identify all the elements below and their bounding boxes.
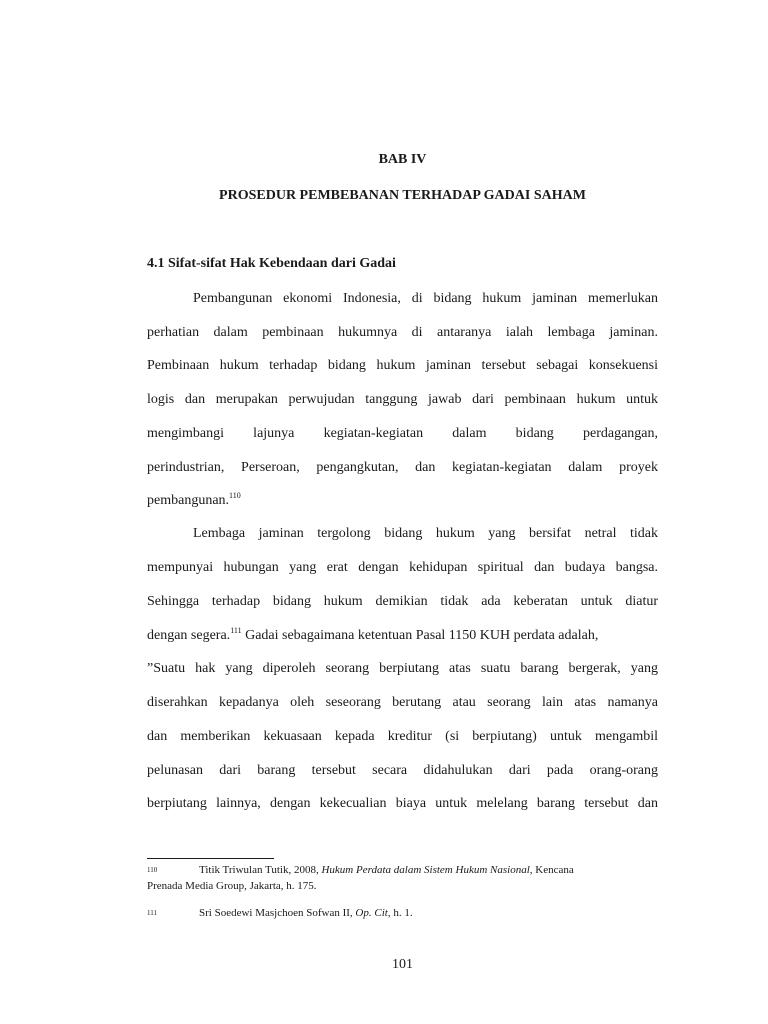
paragraph-line: berpiutang lainnya, dengan kekecualian biaya untuk melelang barang tersebut dan [147,796,658,811]
paragraph-line: ”Suatu hak yang diperoleh seorang berpiutang atas suatu barang bergerak, yang [147,661,658,676]
paragraph-line: pelunasan dari barang tersebut secara didahulukan dari pada orang-orang [147,763,658,778]
footnote-text-part: , Kencana [529,864,574,876]
paragraph-text: dengan segera. [147,628,231,643]
footnote-text-part: , h. 1. [387,907,413,919]
footnote-continuation: Prenada Media Group, Jakarta, h. 175. [147,880,317,892]
footnote-text [199,905,413,921]
footnote-separator [147,858,274,859]
paragraph-line: Sehingga terhadap bidang hukum demikian tidak ada keberatan untuk diatur [147,594,658,609]
paragraph-line: mempunyai hubungan yang erat dengan kehidupan spiritual dan budaya bangsa. [147,560,658,575]
paragraph-text: pembangunan. [147,493,230,508]
chapter-subtitle: PROSEDUR PEMBEBANAN TERHADAP GADAI SAHAM [219,188,586,203]
paragraph-line: Pembangunan ekonomi Indonesia, di bidang hukum jaminan memerlukan [193,291,658,306]
footnote-ref: 111 [230,626,242,635]
footnote-text-part: Sri Soedewi Masjchoen Sofwan II, [199,907,356,919]
paragraph-line: perhatian dalam pembinaan hukumnya di antaranya ialah lembaga jaminan. [147,325,658,340]
page-number: 101 [392,957,413,972]
paragraph-line: perindustrian, Perseroan, pengangkutan, dan kegiatan-kegiatan dalam proyek [147,460,658,475]
footnote-text-part: Titik Triwulan Tutik, 2008, [199,864,322,876]
section-heading: 4.1 Sifat-sifat Hak Kebendaan dari Gadai [147,256,396,271]
footnote-title: Hukum Perdata dalam Sistem Hukum Nasional [321,864,530,876]
chapter-title: BAB IV [378,152,427,167]
footnote-ref: 110 [229,491,241,500]
footnote-title: Op. Cit [355,907,388,919]
paragraph-line: mengimbangi lajunya kegiatan-kegiatan dalam bidang perdagangan, [147,426,658,441]
paragraph-line [147,492,658,509]
footnote-text [199,862,574,878]
paragraph-line: logis dan merupakan perwujudan tanggung jawab dari pembinaan hukum untuk [147,392,658,407]
paragraph-line: diserahkan kepadanya oleh seseorang berutang atau seorang lain atas namanya [147,695,658,710]
paragraph-line [147,627,658,644]
paragraph-line: Pembinaan hukum terhadap bidang hukum jaminan tersebut sebagai konsekuensi [147,358,658,373]
footnote-number: 110 [147,866,158,874]
paragraph-line: Lembaga jaminan tergolong bidang hukum yang bersifat netral tidak [193,526,658,541]
paragraph-text: Gadai sebagaimana ketentuan Pasal 1150 KUH perdata adalah, [241,628,599,643]
footnote [147,905,658,924]
paragraph-line: dan memberikan kekuasaan kepada kreditur (si berpiutang) untuk mengambil [147,729,658,744]
footnote-number: 111 [147,909,157,917]
